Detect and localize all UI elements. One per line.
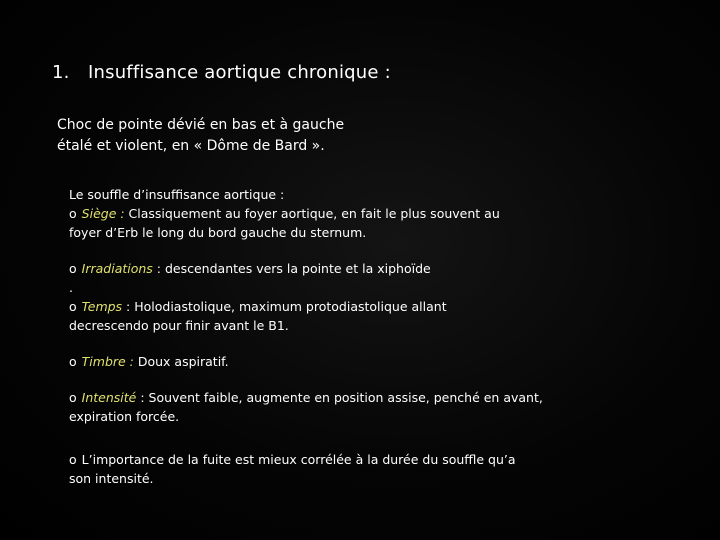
details-heading: Le souffle d’insuffisance aortique : <box>69 187 285 202</box>
bullet: o <box>69 390 77 405</box>
intro-line-1: Choc de pointe dévié en bas et à gauche <box>57 117 345 133</box>
timbre-label: Timbre : <box>81 354 134 369</box>
importance-text: L’importance de la fuite est mieux corrélée à la durée du souffle qu’a <box>81 452 516 467</box>
temps-text: : Holodiastolique, maximum protodiastolique allant <box>122 299 447 314</box>
intro-text <box>57 115 344 157</box>
slide-title <box>52 62 391 83</box>
temps-text-continued: decrescendo pour finir avant le B1. <box>69 318 289 333</box>
importance-text-continued: son intensité. <box>69 471 154 486</box>
siege-item <box>69 204 589 223</box>
temps-item <box>69 297 589 316</box>
irradiations-trailing: . <box>69 280 73 295</box>
murmur-details <box>69 185 589 488</box>
title-number: 1. <box>52 62 70 83</box>
title-text: Insuffisance aortique chronique : <box>88 62 391 83</box>
siege-text-continued: foyer d’Erb le long du bord gauche du sternum. <box>69 225 367 240</box>
temps-label: Temps <box>81 299 123 314</box>
intensite-text-continued: expiration forcée. <box>69 409 180 424</box>
siege-text: Classiquement au foyer aortique, en fait le plus souvent au <box>124 206 500 221</box>
intro-line-2: étalé et violent, en « Dôme de Bard ». <box>57 138 325 154</box>
siege-label: Siège : <box>81 206 125 221</box>
importance-item <box>69 450 589 469</box>
irradiations-text: : descendantes vers la pointe et la xiphoïde <box>152 261 431 276</box>
intensite-item <box>69 388 589 407</box>
bullet: o <box>69 452 77 467</box>
bullet: o <box>69 354 77 369</box>
timbre-item <box>69 352 589 371</box>
bullet: o <box>69 206 77 221</box>
irradiations-label: Irradiations <box>81 261 153 276</box>
timbre-text: Doux aspiratif. <box>133 354 229 369</box>
bullet: o <box>69 261 77 276</box>
irradiations-item <box>69 259 589 278</box>
bullet: o <box>69 299 77 314</box>
intensite-text: : Souvent faible, augmente en position assise, penché en avant, <box>136 390 543 405</box>
intensite-label: Intensité <box>81 390 137 405</box>
